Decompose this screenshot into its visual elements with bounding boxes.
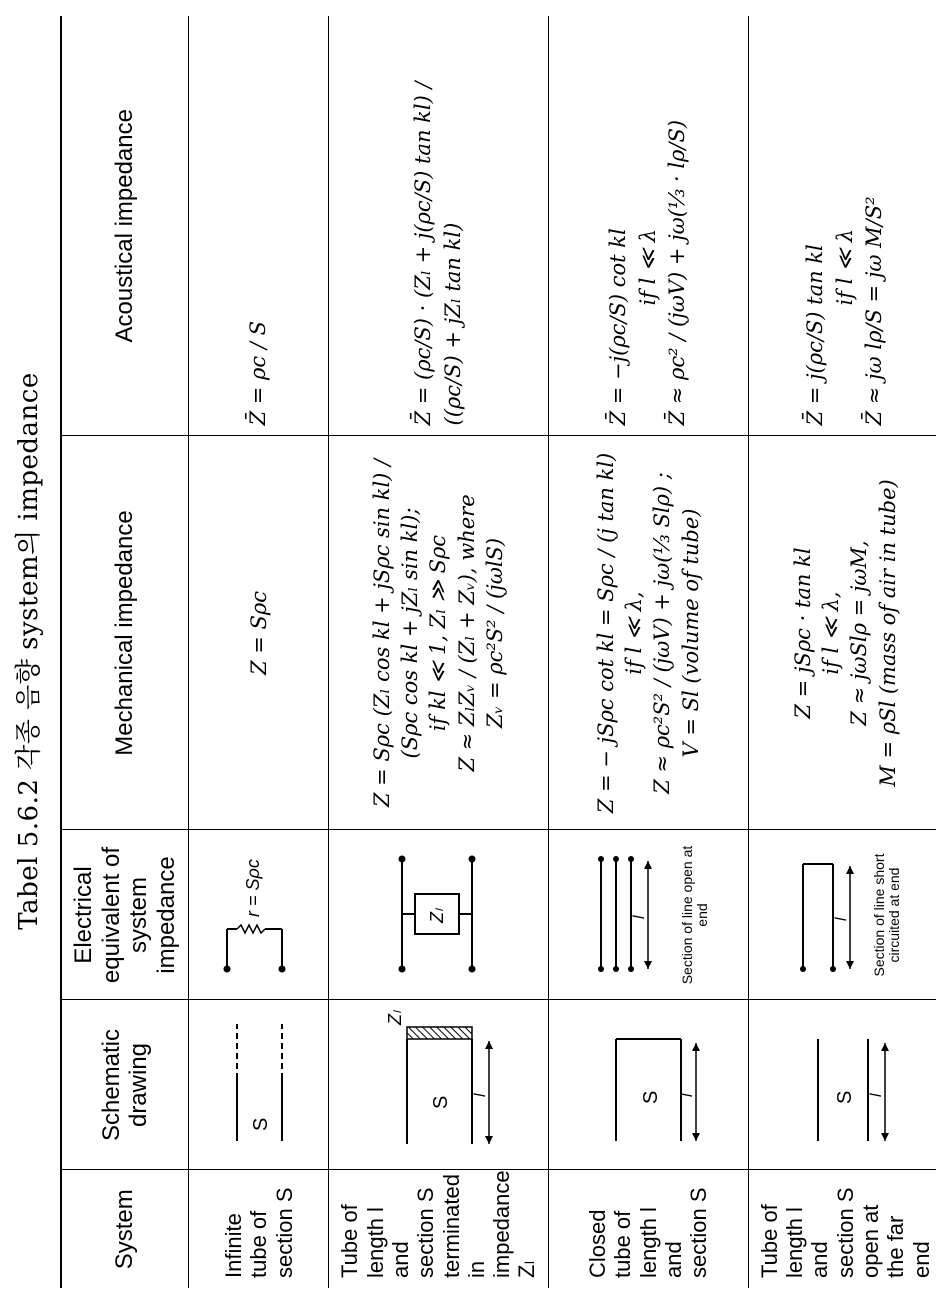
mech-line: Zᵥ = ρc²S² / (jωlS) xyxy=(483,537,508,729)
header-electrical: Electrical equivalent of system impedance xyxy=(61,830,189,1000)
line-note: Section of line open at end xyxy=(678,845,711,985)
acoustic-line: if l ≪ λ xyxy=(832,228,857,306)
table-row xyxy=(748,16,936,1288)
load-label: Zₗ xyxy=(384,1011,405,1026)
schematic-cell xyxy=(748,1000,936,1170)
mech-line: Z = Sρc xyxy=(246,590,271,676)
open-tube-drawing xyxy=(793,1010,893,1160)
electrical-cell xyxy=(329,830,548,1000)
mech-line: Z = jSρc · tan kl xyxy=(790,547,815,719)
load-network-drawing xyxy=(377,840,497,990)
length-label: l xyxy=(630,915,648,920)
resistor-drawing xyxy=(207,840,307,990)
header-mechanical: Mechanical impedance xyxy=(61,436,189,830)
header-acoustical: Acoustical impedance xyxy=(61,16,189,436)
open-line-drawing xyxy=(586,840,676,990)
mech-line: M = ρSl (mass of air in tube) xyxy=(875,479,900,787)
acoustic-line: Z̄ = j(ρc/S) tan kl xyxy=(803,244,828,426)
acoustic-cell xyxy=(748,16,936,436)
system-cell: Tube of length l and section S terminated in impedance Zₗ xyxy=(329,1170,548,1288)
section-label: S xyxy=(640,1091,663,1105)
line-note: Section of line short circuited at end xyxy=(870,853,903,977)
schematic-cell xyxy=(548,1000,748,1170)
length-label: l xyxy=(471,1093,489,1098)
acoustic-line: Z̄ = ρc / S xyxy=(246,321,271,426)
mech-line: Z = Sρc (Zₗ cos kl + jSρc sin kl) / (Sρc cos kl + jZₗ sin kl); xyxy=(369,458,423,808)
electrical-cell xyxy=(548,830,748,1000)
mechanical-cell xyxy=(748,436,936,830)
mech-line: if l ≪ λ, xyxy=(621,591,646,675)
electrical-cell xyxy=(748,830,936,1000)
acoustic-line: Z̄ = (ρc/S) · (Zₗ + j(ρc/S) tan kl) / ((ρc/S) + jZₗ tan kl) xyxy=(411,81,465,426)
impedance-table xyxy=(60,16,936,1288)
mech-line: Z ≈ jωSlρ = jωM, xyxy=(847,540,872,726)
mechanical-cell xyxy=(548,436,748,830)
shorted-line-drawing xyxy=(788,840,868,990)
mech-line: Z = − jSρc cot kl = Sρc / (j tan kl) xyxy=(593,452,618,814)
table-row xyxy=(189,16,329,1288)
mech-line: V = Sl (volume of tube) xyxy=(678,508,703,758)
table-row xyxy=(329,16,548,1288)
table-row xyxy=(548,16,748,1288)
mech-line: if kl ≪ 1, Zₗ ≫ Sρc xyxy=(426,534,451,732)
mech-line: if l ≪ λ, xyxy=(818,591,843,675)
length-label: l xyxy=(832,917,850,922)
acoustic-cell xyxy=(548,16,748,436)
acoustic-line: Z̄ = −j(ρc/S) cot kl xyxy=(606,228,631,426)
section-label: S xyxy=(249,1118,272,1132)
schematic-cell xyxy=(189,1000,329,1170)
acoustic-cell xyxy=(329,16,548,436)
system-cell: Infinite tube of section S xyxy=(189,1170,329,1288)
resistor-label: r = Sρc xyxy=(242,859,263,918)
mechanical-cell xyxy=(189,436,329,830)
electrical-cell xyxy=(189,830,329,1000)
header-row xyxy=(61,16,189,1288)
length-label: l xyxy=(868,1093,886,1098)
header-system: System xyxy=(61,1170,189,1288)
mech-line: Z ≈ ZₗZᵥ / (Zₗ + Zᵥ), where xyxy=(454,494,479,772)
mech-line: Z ≈ ρc²S² / (jωV) + jω(⅓ Slρ) ; xyxy=(650,472,675,794)
section-label: S xyxy=(834,1091,857,1105)
acoustic-cell xyxy=(189,16,329,436)
header-schematic: Schematic drawing xyxy=(61,1000,189,1170)
acoustic-line: Z̄ ≈ jω lρ/S = jω M/S² xyxy=(861,196,886,426)
mechanical-cell xyxy=(329,436,548,830)
system-cell: Closed tube of length l and section S xyxy=(548,1170,748,1288)
acoustic-line: Z̄ ≈ ρc² / (jωV) + jω(⅓ · lρ/S) xyxy=(664,119,689,426)
infinite-tube-drawing xyxy=(207,1010,307,1160)
impedance-label: Zₗ xyxy=(426,909,447,924)
system-cell: Tube of length l and section S open at the far end xyxy=(756,1187,934,1278)
terminated-tube-drawing xyxy=(377,1010,497,1160)
schematic-cell xyxy=(329,1000,548,1170)
acoustic-line: if l ≪ λ xyxy=(635,228,660,306)
section-label: S xyxy=(429,1096,452,1110)
length-label: l xyxy=(679,1093,697,1098)
table-caption: Tabel 5.6.2 각종 음향 system의 impedance xyxy=(14,372,44,930)
closed-tube-drawing xyxy=(591,1010,701,1160)
